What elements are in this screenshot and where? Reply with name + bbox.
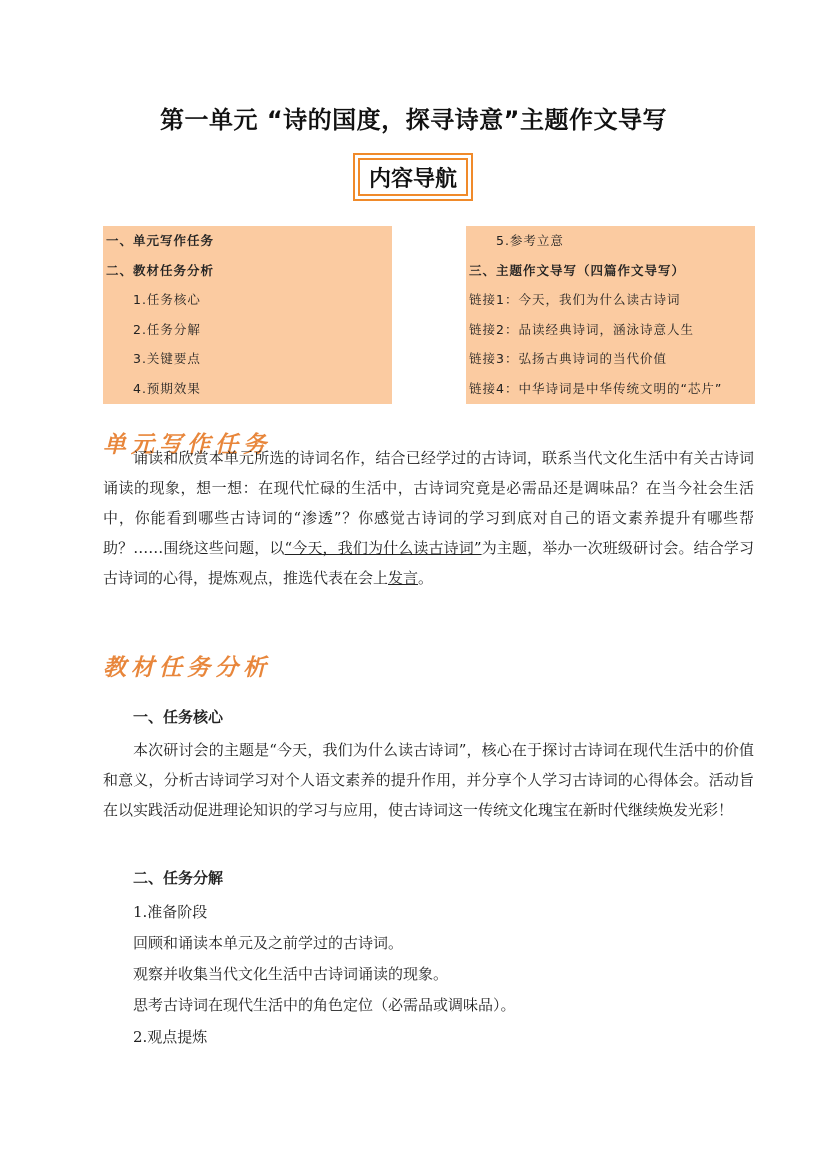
speak-underlined: 发言 (388, 569, 419, 587)
topic-underlined: “今天，我们为什么读古诗词” (284, 539, 482, 557)
toc-item[interactable]: 5.参考立意 (496, 233, 564, 248)
toc-item[interactable]: 1.任务核心 (133, 292, 201, 308)
writing-task-paragraph: 诵读和欣赏本单元所选的诗词名作，结合已经学过的古诗词，联系当代文化生活中有关古诗词诵读的现象，想一想：在现代忙碌的生活中，古诗词究竟是必需品还是调味品？在当今社会生活中，你能看到哪些古诗词的“渗透”？你感觉古诗词的学习到底对自己的语文素养提升有哪些帮助？……围绕这些问题，以“今天，我们为什么读古诗词”为主题，举办一次班级研讨会。结合学习古诗词的心得，提炼观点，推选代表在会上发言。 (103, 449, 754, 587)
toc-item[interactable]: 链接3：弘扬古典诗词的当代价值 (469, 351, 667, 367)
content-nav-box (353, 153, 473, 201)
core-paragraph: 本次研讨会的主题是“今天，我们为什么读古诗词”，核心在于探讨古诗词在现代生活中的价值和意义，分析古诗词学习对个人语文素养的提升作用，并分享个人学习古诗词的心得体会。活动旨在以实践活动促进理论知识的学习与应用，使古诗词这一传统文化瑰宝在新时代继续焕发光彩！ (103, 741, 754, 819)
breakdown-line: 思考古诗词在现代生活中的角色定位（必需品或调味品）。 (133, 996, 516, 1014)
toc-item[interactable]: 3.关键要点 (133, 351, 201, 367)
breakdown-line: 回顾和诵读本单元及之前学过的古诗词。 (133, 934, 404, 952)
toc-item[interactable]: 二、教材任务分析 (106, 262, 215, 278)
breakdown-line: 2.观点提炼 (133, 1028, 208, 1046)
breakdown-line: 观察并收集当代文化生活中古诗词诵读的现象。 (133, 965, 449, 983)
breakdown-line: 1.准备阶段 (133, 903, 208, 921)
toc-item[interactable]: 链接2：品读经典诗词，涵泳诗意人生 (469, 321, 694, 337)
page-title: 第一单元 “诗的国度，探寻诗意”主题作文导写 (160, 106, 667, 134)
section-heading-writing-task: 单元写作任务 (103, 431, 271, 458)
toc-item[interactable]: 4.预期效果 (133, 380, 201, 396)
toc-right-panel (466, 226, 755, 404)
breakdown-heading: 二、任务分解 (133, 869, 224, 887)
toc-item[interactable]: 2.任务分解 (133, 321, 201, 337)
toc-left-panel (103, 226, 392, 404)
section-heading-textbook-analysis: 教材任务分析 (103, 654, 271, 681)
content-nav-label: 内容导航 (358, 158, 468, 196)
toc-item[interactable]: 三、主题作文导写（四篇作文导写） (469, 262, 686, 278)
toc-item[interactable]: 链接4：中华诗词是中华传统文明的“芯片” (469, 380, 723, 396)
core-heading: 一、任务核心 (133, 708, 224, 726)
toc-item[interactable]: 链接1：今天，我们为什么读古诗词 (469, 292, 681, 308)
toc-item[interactable]: 一、单元写作任务 (106, 233, 215, 248)
